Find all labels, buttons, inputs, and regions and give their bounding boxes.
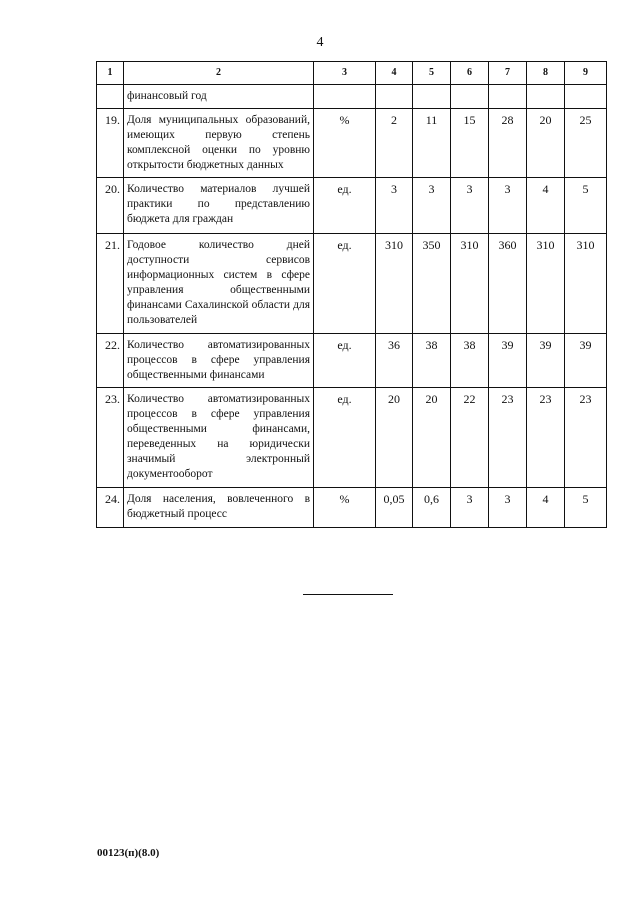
unit-cell: ед.	[314, 234, 376, 334]
value-cell: 22	[451, 388, 489, 488]
value-cell: 4	[527, 488, 565, 528]
value-cell: 20	[413, 388, 451, 488]
indicator-name: Количество материалов лучшей практики по представлению бюджета для граждан	[124, 178, 314, 234]
column-header: 4	[376, 62, 413, 85]
column-header: 8	[527, 62, 565, 85]
value-cell: 39	[565, 334, 607, 388]
value-cell: 23	[565, 388, 607, 488]
unit-cell: ед.	[314, 388, 376, 488]
value-cell: 20	[527, 109, 565, 178]
table-row-continuation	[97, 85, 607, 109]
value-cell: 0,05	[376, 488, 413, 528]
value-cell: 11	[413, 109, 451, 178]
row-number: 19.	[97, 109, 124, 178]
value-cell: 310	[527, 234, 565, 334]
table-row	[97, 234, 607, 334]
unit-cell: %	[314, 109, 376, 178]
value-cell: 23	[527, 388, 565, 488]
row-number: 24.	[97, 488, 124, 528]
value-cell: 3	[376, 178, 413, 234]
end-divider	[303, 594, 393, 595]
value-cell: 3	[489, 178, 527, 234]
value-cell: 39	[489, 334, 527, 388]
table-header-row	[97, 62, 607, 85]
table-row	[97, 178, 607, 234]
indicator-name: Количество автоматизированных процессов в сфере управления общественными финансами, переведенных на юридически значимый электронный документооборот	[124, 388, 314, 488]
value-cell: 0,6	[413, 488, 451, 528]
continuation-text: финансовый год	[124, 85, 314, 109]
value-cell: 15	[451, 109, 489, 178]
indicator-name: Количество автоматизированных процессов в сфере управления общественными финансами	[124, 334, 314, 388]
value-cell: 3	[451, 178, 489, 234]
value-cell: 39	[527, 334, 565, 388]
row-number: 22.	[97, 334, 124, 388]
value-cell: 310	[451, 234, 489, 334]
row-number: 20.	[97, 178, 124, 234]
table-row	[97, 109, 607, 178]
value-cell: 23	[489, 388, 527, 488]
value-cell: 25	[565, 109, 607, 178]
unit-cell: %	[314, 488, 376, 528]
indicator-name: Доля муниципальных образований, имеющих первую степень комплексной оценки по уровню открытости бюджетных данных	[124, 109, 314, 178]
unit-cell: ед.	[314, 178, 376, 234]
column-header: 6	[451, 62, 489, 85]
row-number: 21.	[97, 234, 124, 334]
value-cell: 5	[565, 178, 607, 234]
value-cell: 5	[565, 488, 607, 528]
table-row	[97, 334, 607, 388]
value-cell: 4	[527, 178, 565, 234]
value-cell: 28	[489, 109, 527, 178]
column-header: 3	[314, 62, 376, 85]
value-cell: 3	[413, 178, 451, 234]
page-number: 4	[316, 35, 324, 50]
column-header: 2	[124, 62, 314, 85]
value-cell: 3	[489, 488, 527, 528]
value-cell: 20	[376, 388, 413, 488]
indicator-name: Годовое количество дней доступности сервисов информационных систем в сфере управления общественными финансами Сахалинской области для пользователей	[124, 234, 314, 334]
row-number: 23.	[97, 388, 124, 488]
column-header: 1	[97, 62, 124, 85]
value-cell: 38	[451, 334, 489, 388]
document-code: 00123(п)(8.0)	[97, 847, 160, 859]
value-cell: 310	[376, 234, 413, 334]
value-cell: 36	[376, 334, 413, 388]
value-cell: 350	[413, 234, 451, 334]
value-cell: 2	[376, 109, 413, 178]
table-row	[97, 388, 607, 488]
indicators-table	[96, 61, 607, 528]
column-header: 7	[489, 62, 527, 85]
value-cell: 3	[451, 488, 489, 528]
unit-cell: ед.	[314, 334, 376, 388]
value-cell: 310	[565, 234, 607, 334]
column-header: 5	[413, 62, 451, 85]
column-header: 9	[565, 62, 607, 85]
value-cell: 38	[413, 334, 451, 388]
indicator-name: Доля населения, вовлеченного в бюджетный процесс	[124, 488, 314, 528]
value-cell: 360	[489, 234, 527, 334]
table-row	[97, 488, 607, 528]
